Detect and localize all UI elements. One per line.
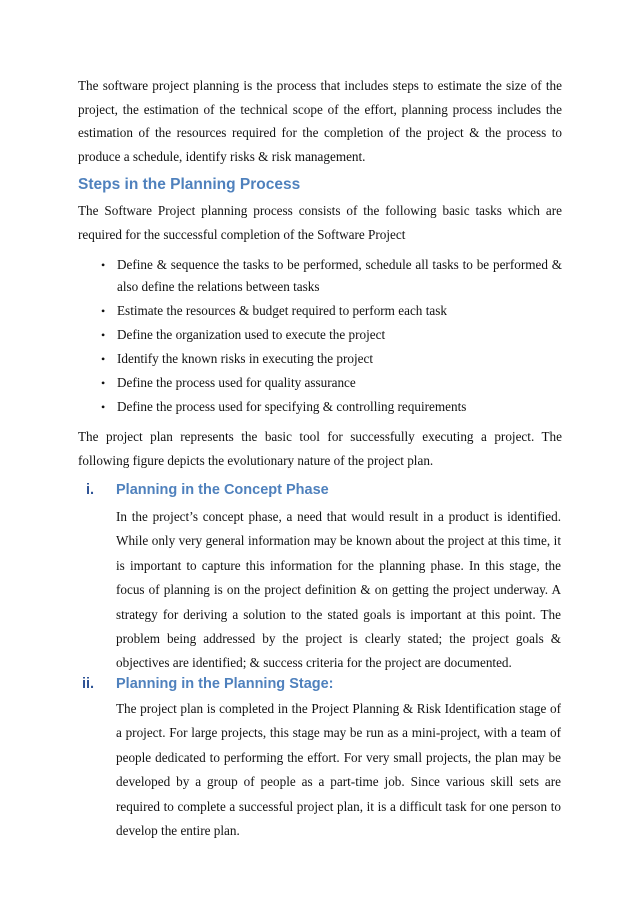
list-item-text: Identify the known risks in executing the project (117, 351, 373, 366)
section-body-planning (116, 697, 561, 843)
bullet-icon: • (101, 258, 106, 272)
list-item-text: Define the organization used to execute the project (117, 327, 386, 342)
bullet-icon: • (101, 304, 106, 318)
list-item (78, 396, 562, 418)
list-item-text: Define & sequence the tasks to be performed, schedule all tasks to be performed & also define the relations between tasks (117, 257, 562, 294)
section-title: Planning in the Concept Phase (116, 482, 329, 498)
list-item (78, 372, 562, 394)
list-item-text: Define the process used for quality assurance (117, 375, 356, 390)
bullet-icon: • (101, 328, 106, 342)
steps-heading: Steps in the Planning Process (78, 176, 301, 193)
list-item (78, 254, 562, 298)
steps-list (78, 254, 562, 418)
section-paragraph: In the project’s concept phase, a need that would result in a product is identified. While only very general information may be known about the project at this time, it is important to capture this information for the planning phase. In this stage, the focus of planning is on the project definition & on getting the project underway. A strategy for deriving a solution to the stated goals is important at this point. The problem being addressed by the project is clearly stated; the project goals & objectives are identified; & success criteria for the project are documented. (116, 509, 561, 671)
bullet-icon: • (101, 376, 106, 390)
list-item (78, 348, 562, 370)
section-paragraph: The project plan is completed in the Project Planning & Risk Identification stage of a project. For large projects, this stage may be run as a mini-project, with a team of people dedicated to performing the effort. For very small projects, the plan may be developed by a group of people as a part-time job. Since various skill sets are required to complete a successful project plan, it is a difficult task for one person to develop the entire plan. (116, 701, 561, 839)
steps-lead-paragraph: The Software Project planning process consists of the following basic tasks which are required for the successful completion of the Software Project (78, 203, 562, 242)
bullet-icon: • (101, 400, 106, 414)
section-number: i. (86, 482, 95, 498)
section-body-concept (116, 505, 561, 676)
section-title: Planning in the Planning Stage: (116, 676, 334, 692)
closing-paragraph: The project plan represents the basic tool for successfully executing a project. The following figure depicts the evolutionary nature of the project plan. (78, 429, 562, 468)
intro-paragraph: The software project planning is the process that includes steps to estimate the size of the project, the estimation of the technical scope of the effort, planning process includes the estimation of the resources required for the completion of the project & the process to produce a schedule, identify risks & risk management. (78, 78, 562, 164)
list-item (78, 300, 562, 322)
section-number: ii. (82, 676, 95, 692)
list-item-text: Define the process used for specifying & controlling requirements (117, 399, 467, 414)
list-item (78, 324, 562, 346)
bullet-icon: • (101, 352, 106, 366)
list-item-text: Estimate the resources & budget required to perform each task (117, 303, 447, 318)
